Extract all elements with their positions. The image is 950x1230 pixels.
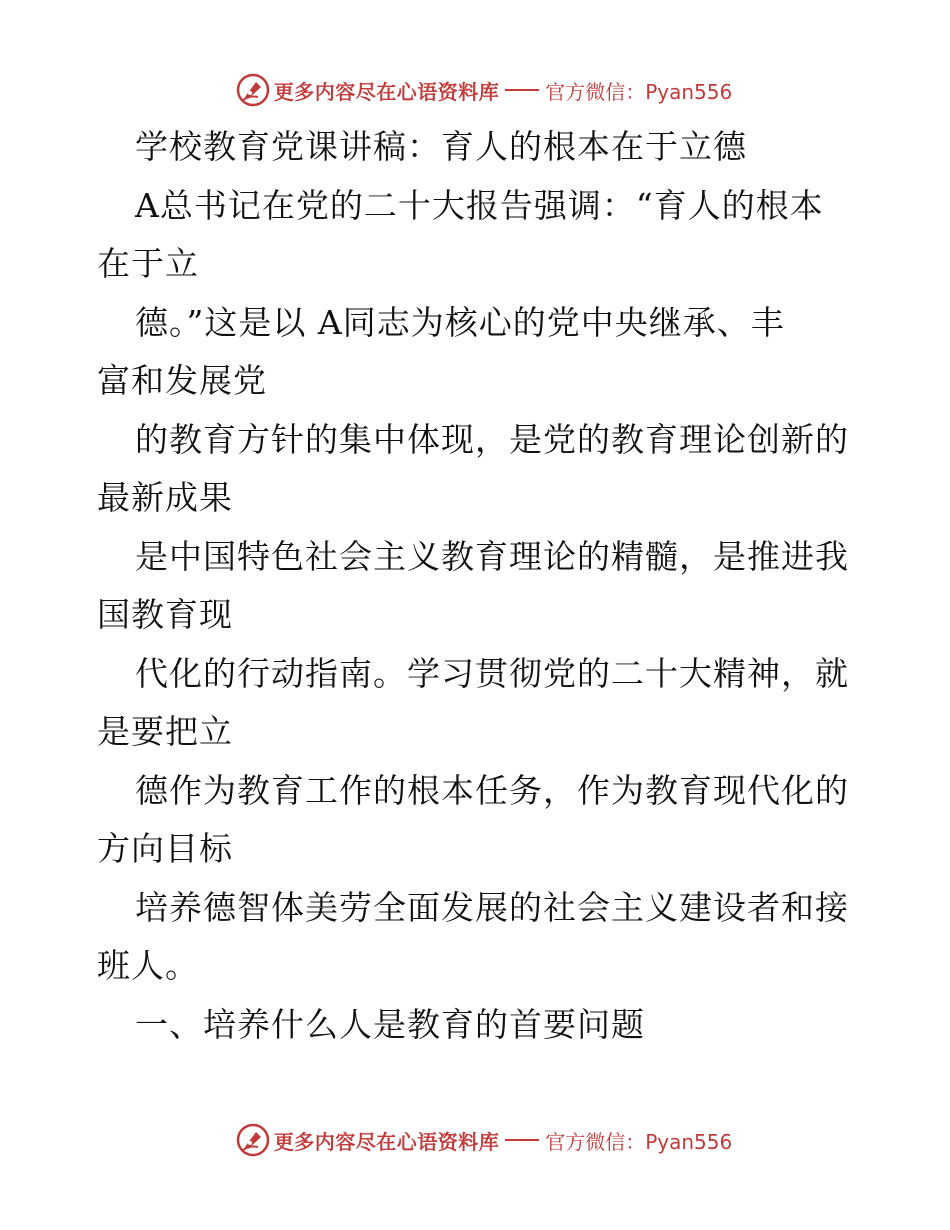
paragraph-line: 是中国特色社会主义教育理论的精髓，是推进我 (135, 536, 849, 576)
banner-brand-text: 更多内容尽在心语资料库 (273, 1129, 500, 1154)
section-heading: 一、培养什么人是教育的首要问题 (135, 1004, 645, 1044)
document-body (97, 118, 857, 1054)
footer-watermark-banner (0, 1118, 950, 1162)
paragraph-line: 代化的行动指南。学习贯彻党的二十大精神，就 (135, 653, 849, 693)
paragraph-line: 培养德智体美劳全面发展的社会主义建设者和接 (135, 887, 849, 927)
header-watermark-banner (0, 68, 950, 112)
paragraph-line: 在于立 (97, 244, 199, 283)
paragraph-line: 方向目标 (97, 829, 233, 868)
banner-dash (505, 1139, 539, 1141)
paragraph-line: 班人。 (97, 946, 199, 985)
paragraph-line: 是要把立 (97, 712, 233, 751)
paragraph-line: 的教育方针的集中体现，是党的教育理论创新的 (135, 419, 849, 459)
paragraph-line: 国教育现 (97, 595, 233, 634)
paragraph-line: A总书记在党的二十大报告强调：“育人的根本 (135, 185, 824, 225)
pen-nib-logo-icon (236, 1123, 270, 1157)
paragraph-line: 最新成果 (97, 478, 233, 517)
pen-nib-logo-icon (236, 73, 270, 107)
banner-content (236, 73, 733, 107)
paragraph-line: 德作为教育工作的根本任务，作为教育现代化的 (135, 770, 849, 810)
banner-brand-text: 更多内容尽在心语资料库 (273, 79, 500, 104)
banner-contact-text: 官方微信：Pyan556 (545, 1129, 733, 1154)
document-title: 学校教育党课讲稿：育人的根本在于立德 (135, 127, 747, 166)
banner-content (236, 1123, 733, 1157)
banner-dash (505, 89, 539, 91)
paragraph-line: 德。”这是以 A同志为核心的党中央继承、丰 (135, 302, 785, 342)
paragraph-line: 富和发展党 (97, 361, 267, 400)
banner-contact-text: 官方微信：Pyan556 (545, 79, 733, 104)
